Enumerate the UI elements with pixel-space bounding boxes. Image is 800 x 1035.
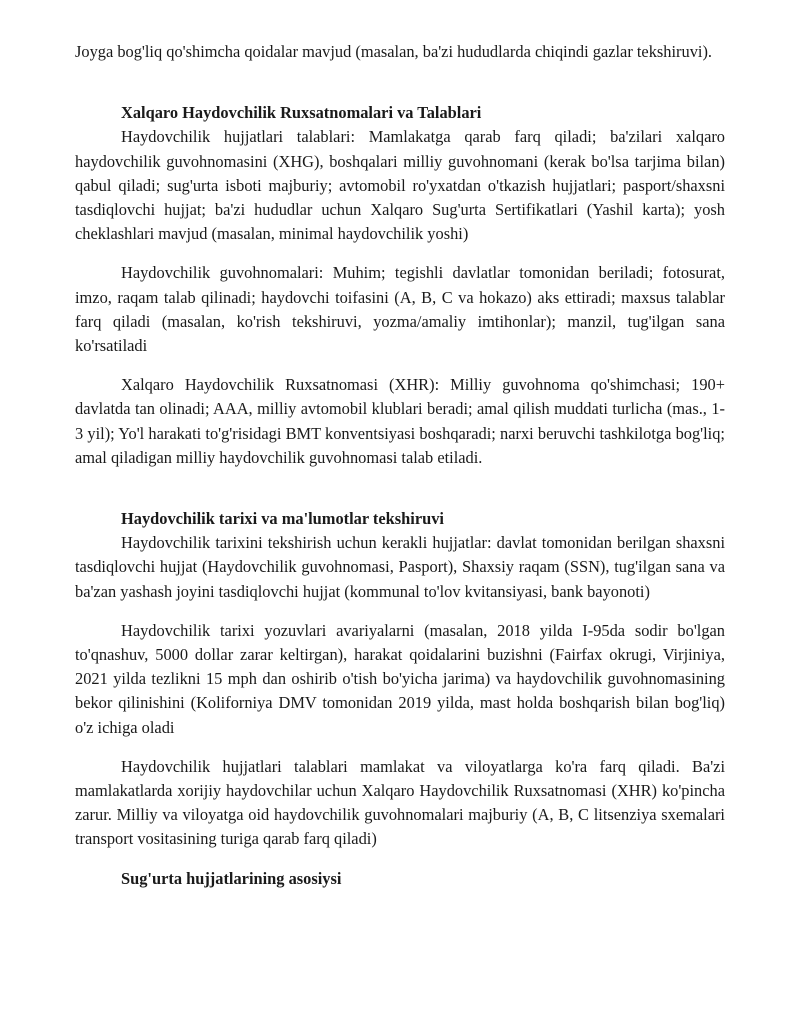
section-heading-insurance: Sug'urta hujjatlarining asosiysi: [121, 868, 342, 888]
paragraph-driving-licenses: Haydovchilik guvohnomalari: Muhim; tegishli davlatlar tomonidan beriladi; fotosurat, imzo, raqam talab qilinadi; haydovchi toifasini (A, B, C va hokazo) aks ettiradi; maxsus talablar farq qiladi (masalan, ko'rish tekshiruvi, yozma/amaliy imtihonlar); manzil, tug'ilgan sana ko'rsatiladi: [75, 263, 725, 356]
paragraph-document-requirements: Haydovchilik hujjatlari talablari: Mamlakatga qarab farq qiladi; ba'zilari xalqaro haydovchilik guvohnomasini (XHG), boshqalari milliy guvohnomani (kerak bo'lsa tarjima bilan) qabul qiladi; sug'urta isboti majburiy; avtomobil ro'yxatdan o'tkazish hujjatlari; pasport/shaxsni tasdiqlovchi hujjat; ba'zi hududlar uchun Xalqaro Sug'urta Sertifikatlari (Yashil karta); yosh cheklashlari mavjud (masalan, minimal haydovchilik yoshi): [75, 127, 725, 244]
paragraph-international-permit: Xalqaro Haydovchilik Ruxsatnomasi (XHR): Milliy guvohnoma qo'shimchasi; 190+ davlatda tan olinadi; AAA, milliy avtomobil klublari beradi; amal qilish muddati turlicha (mas., 1-3 yil); Yo'l harakati to'g'risidagi BMT konventsiyasi boshqaradi; narxi beruvchi tashkilotga bog'liq; amal qiladigan milliy haydovchilik guvohnomasi talab etiladi.: [75, 375, 725, 467]
paragraph-continuation: Joyga bog'liq qo'shimcha qoidalar mavjud (masalan, ba'zi hududlarda chiqindi gazlar tekshiruvi).: [75, 42, 712, 61]
paragraph-history-records: Haydovchilik tarixi yozuvlari avariyalarni (masalan, 2018 yilda I-95da sodir bo'lgan to'qnashuv, 5000 dollar zarar keltirgan), harakat qoidalarini buzishni (Fairfax okrugi, Virjiniya, 2021 yilda tezlikni 15 mph dan oshirib o'tish bo'yicha jarima) va haydovchilik guvohnomasining bekor qilinishini (Koliforniya DMV tomonidan 2019 yilda, mast holda boshqarish bilan bog'liq) o'z ichiga oladi: [75, 620, 725, 737]
section-heading-driving-history: Haydovchilik tarixi va ma'lumotlar tekshiruvi: [121, 509, 444, 529]
paragraph-history-documents: Haydovchilik tarixini tekshirish uchun kerakli hujjatlar: davlat tomonidan berilgan shaxsni tasdiqlovchi hujjat (Haydovchilik guvohnomasi, Pasport), Shaxsiy raqam (SSN), tug'ilgan sana va ba'zan yashash joyini tasdiqlovchi hujjat (kommunal to'lov kvitansiyasi, bank bayonoti): [75, 533, 725, 601]
paragraph-country-requirements: Haydovchilik hujjatlari talablari mamlakat va viloyatlarga ko'ra farq qiladi. Ba'zi mamlakatlarda xorijiy haydovchilar uchun Xalqaro Haydovchilik Ruxsatnomasi (XHR) ko'pincha zarur. Milliy va viloyatga oid haydovchilik guvohnomalari majburiy (A, B, C litsenziya sxemalari transport vositasining turiga qarab farq qiladi): [75, 756, 725, 849]
section-heading-international-permits: Xalqaro Haydovchilik Ruxsatnomalari va Talablari: [121, 103, 482, 123]
